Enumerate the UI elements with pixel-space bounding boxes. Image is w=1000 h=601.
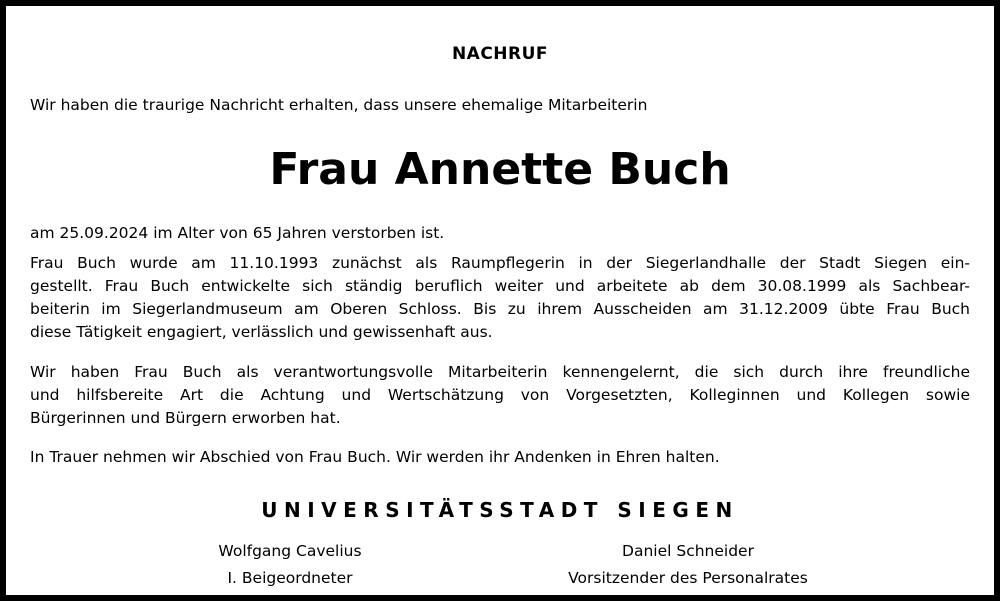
signatory-role: I. Beigeordneter (227, 569, 353, 587)
paragraph-line: und hilfsbereite Art die Achtung und Wertschätzung von Vorgesetzten, Kolleginnen und Kollegen sowie (30, 386, 970, 404)
paragraph-line: Wir haben Frau Buch als verantwortungsvolle Mitarbeiterin kennengelernt, die sich durch ihre freundliche (30, 363, 970, 381)
paragraph-line: Frau Buch wurde am 11.10.1993 zunächst als Raumpflegerin in der Siegerlandhalle der Stadt Siegen ein- (30, 254, 970, 272)
intro-text: Wir haben die traurige Nachricht erhalten, dass unsere ehemalige Mitarbeiterin (30, 96, 648, 114)
paragraph-line: beiterin im Siegerlandmuseum am Oberen Schloss. Bis zu ihrem Ausscheiden am 31.12.2009 übte Frau Buch (30, 300, 970, 318)
signatory-right (518, 538, 858, 592)
death-date-text (30, 222, 970, 245)
organization-name: UNIVERSITÄTSSTADT SIEGEN (261, 498, 739, 522)
farewell-paragraph (30, 446, 970, 469)
paragraph-line: Bürgerinnen und Bürgern erworben hat. (30, 409, 341, 427)
paragraph-line: diese Tätigkeit engagiert, verlässlich und gewissenhaft aus. (30, 323, 493, 341)
deceased-name: Frau Annette Buch (269, 144, 731, 195)
signatory-name: Wolfgang Cavelius (218, 542, 362, 560)
notice-heading: NACHRUF (451, 44, 549, 64)
signatory-left (120, 538, 460, 592)
paragraph-line: gestellt. Frau Buch entwickelte sich ständig beruflich weiter und arbeitete ab dem 30.08.1999 als Sachbear- (30, 277, 970, 295)
career-paragraph (30, 252, 970, 344)
signatory-name: Daniel Schneider (622, 542, 754, 560)
appreciation-paragraph (30, 361, 970, 430)
paragraph-line: In Trauer nehmen wir Abschied von Frau Buch. Wir werden ihr Andenken in Ehren halten. (30, 448, 720, 466)
paragraph-line: am 25.09.2024 im Alter von 65 Jahren verstorben ist. (30, 224, 445, 242)
signatory-role: Vorsitzender des Personalrates (568, 569, 808, 587)
